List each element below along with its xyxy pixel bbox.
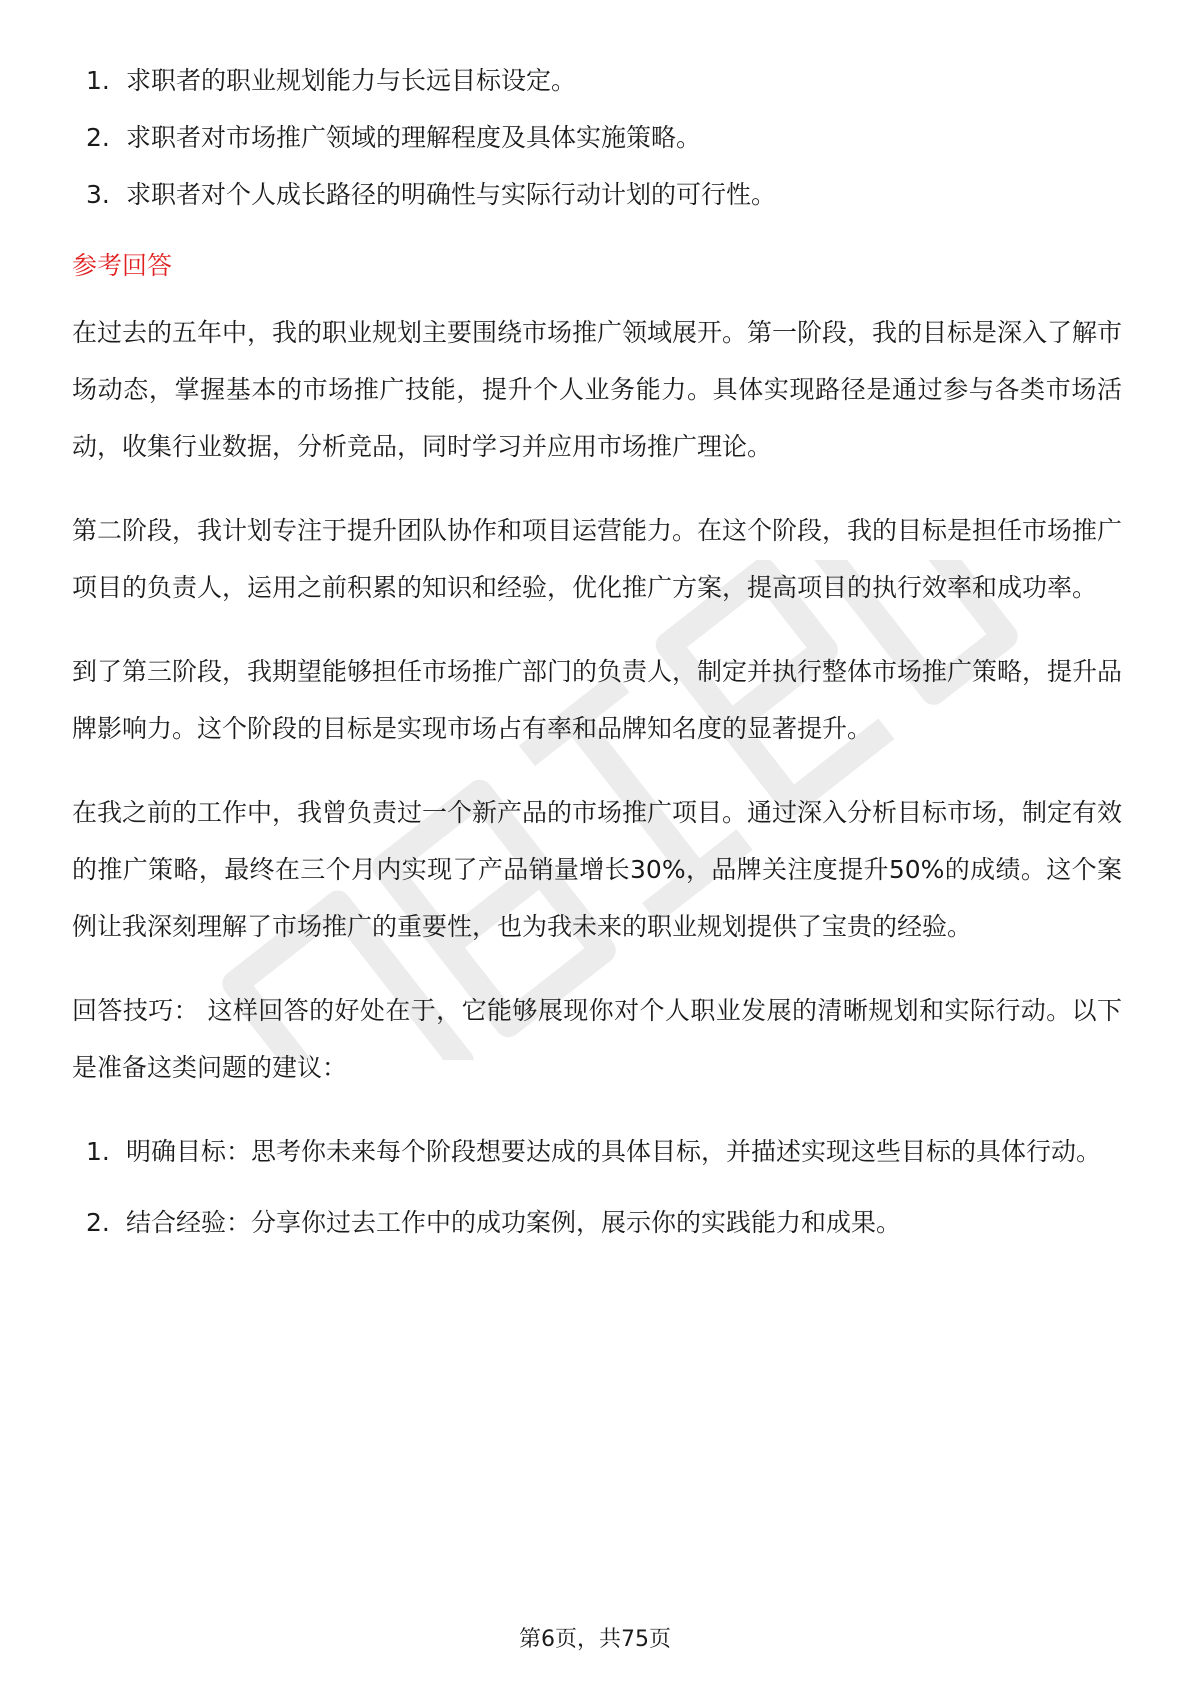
page-footer: 第6页，共75页 (519, 1627, 671, 1652)
list-item (72, 166, 1122, 223)
paragraph: 第二阶段，我计划专注于提升团队协作和项目运营能力。在这个阶段，我的目标是担任市场推广项目的负责人，运用之前积累的知识和经验，优化推广方案，提高项目的执行效率和成功率。 (72, 516, 1123, 602)
list-item (72, 1123, 1122, 1180)
list-text: 结合经验：分享你过去工作中的成功案例，展示你的实践能力和成果。 (126, 1208, 902, 1237)
tips-list (72, 1123, 1122, 1251)
paragraph: 在过去的五年中，我的职业规划主要围绕市场推广领域展开。第一阶段，我的目标是深入了解市场动态，掌握基本的市场推广技能，提升个人业务能力。具体实现路径是通过参与各类市场活动，收集行业数据，分析竞品，同时学习并应用市场推广理论。 (72, 318, 1123, 461)
list-number: 1. (86, 1137, 110, 1166)
paragraph: 在我之前的工作中，我曾负责过一个新产品的市场推广项目。通过深入分析目标市场，制定有效的推广策略，最终在三个月内实现了产品销量增长30%，品牌关注度提升50%的成绩。这个案例让我深刻理解了市场推广的重要性，也为我未来的职业规划提供了宝贵的经验。 (72, 798, 1123, 941)
list-item (72, 52, 1122, 109)
list-text: 求职者对个人成长路径的明确性与实际行动计划的可行性。 (126, 180, 777, 209)
list-number: 2. (86, 123, 110, 152)
list-item (72, 109, 1122, 166)
paragraph: 回答技巧： 这样回答的好处在于，它能够展现你对个人职业发展的清晰规划和实际行动。以下是准备这类问题的建议： (72, 996, 1122, 1082)
section-heading: 参考回答 (72, 251, 173, 280)
criteria-list (72, 52, 1122, 223)
list-text: 求职者对市场推广领域的理解程度及具体实施策略。 (126, 123, 702, 152)
list-text: 求职者的职业规划能力与长远目标设定。 (126, 66, 577, 95)
document-page (72, 52, 1122, 1265)
list-text: 明确目标：思考你未来每个阶段想要达成的具体目标，并描述实现这些目标的具体行动。 (126, 1137, 1102, 1166)
list-item (72, 1194, 1122, 1251)
paragraph: 到了第三阶段，我期望能够担任市场推广部门的负责人，制定并执行整体市场推广策略，提升品牌影响力。这个阶段的目标是实现市场占有率和品牌知名度的显著提升。 (72, 657, 1123, 743)
list-number: 1. (86, 66, 110, 95)
list-number: 2. (86, 1208, 110, 1237)
list-number: 3. (86, 180, 110, 209)
